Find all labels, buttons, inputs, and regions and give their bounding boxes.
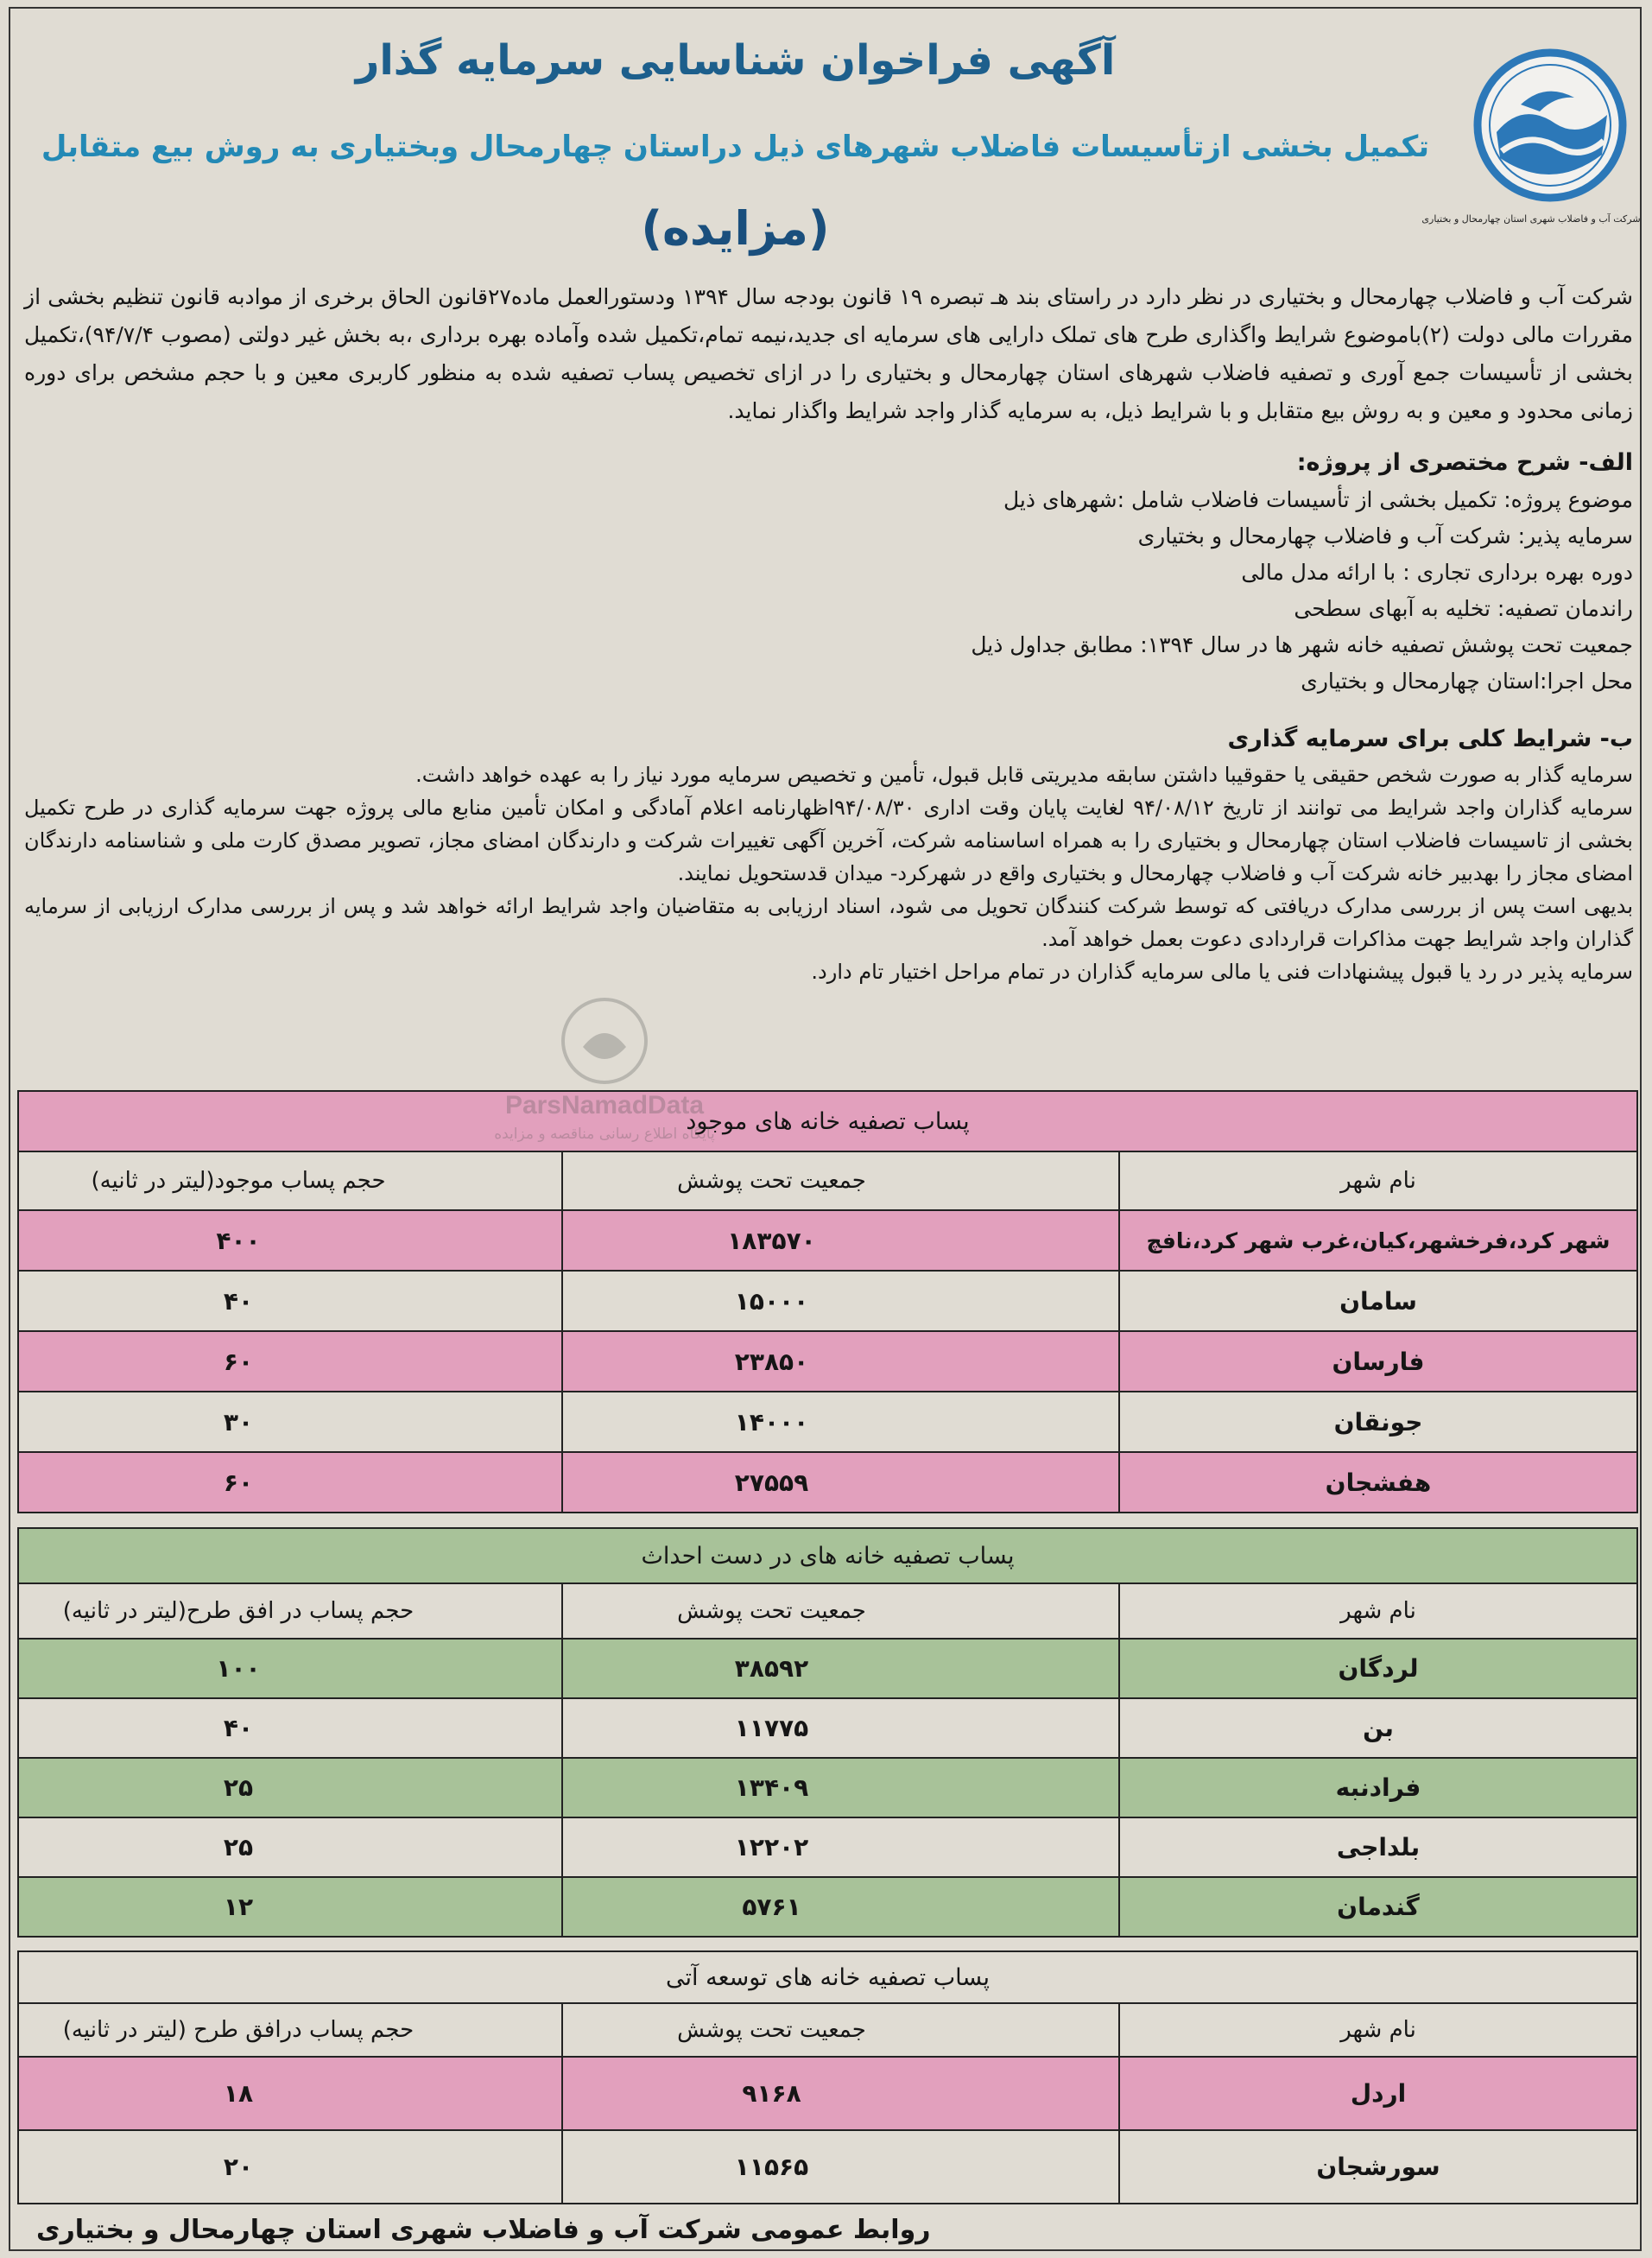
table-row	[18, 2130, 1637, 2204]
existing-plants-table	[17, 1090, 1638, 1513]
column-header-city: نام شهر	[1119, 1151, 1637, 1210]
condition-paragraph: بدیهی است پس از بررسی مدارک دریافتی که توسط شرکت کنندگان تحویل می شود، اسناد ارزیابی به متقاضیان واجد شرایط ارائه خواهد شد و پس از بررسی مدارک ارزیابی از سرمایه گذاران واجد شرایط جهت مذاکرات قراردادی دعوت بعمل خواهد آمد.	[24, 894, 1633, 951]
effluent-volume: ۱۰۰	[18, 1639, 562, 1698]
condition-paragraph: سرمایه گذاران واجد شرایط می توانند از تاریخ ۹۴/۰۸/۱۲ لغایت پایان وقت اداری ۹۴/۰۸/۳۰اظهارنامه اعلام آمادگی و امکان تأمین منابع مالی پروژه جهت سرمایه گذاری در طرح تکمیل بخشی از تاسیسات فاضلاب استان چهارمحال و بختیاری را به همراه اساسنامه شرکت، آخرین آگهی تغییرات شرکت و دارندگان امضای مجاز، تصویر مصدق کارت ملی و شناسنامه دارندگان امضای مجاز را بهدبیر خانه شرکت آب و فاضلاب چهارمحال و بختیاری واقع در شهرکرد- میدان قدستحویل نمایند.	[24, 796, 1634, 885]
covered-population: ۱۵۰۰۰	[562, 1271, 1119, 1331]
table-row	[18, 1877, 1637, 1937]
table-row	[18, 1271, 1637, 1331]
effluent-volume: ۳۰	[18, 1392, 562, 1452]
table-title-row	[18, 1091, 1637, 1151]
city-name: فرادنبه	[1119, 1758, 1637, 1817]
table-row	[18, 1331, 1637, 1392]
city-name: سورشجان	[1119, 2130, 1637, 2204]
project-summary-section	[24, 444, 1633, 700]
section-a-heading: الف- شرح مختصری از پروژه:	[1296, 449, 1633, 476]
column-header-effluent-volume: حجم پساب درافق طرح (لیتر در ثانیه)	[18, 2003, 562, 2057]
column-header-population: جمعیت تحت پوشش	[562, 1151, 1119, 1210]
city-name: فارسان	[1119, 1331, 1637, 1392]
page-subtitle: تکمیل بخشی ازتأسیسات فاضلاب شهرهای ذیل دراستان چهارمحال وبختیاری به روش بیع متقابل	[41, 130, 1430, 164]
column-header-effluent-volume: حجم پساب در افق طرح(لیتر در ثانیه)	[18, 1583, 562, 1639]
table-row	[18, 1392, 1637, 1452]
city-name: بلداجی	[1119, 1817, 1637, 1877]
project-operation-period: دوره بهره برداری تجاری : با ارائه مدل مالی	[1241, 560, 1633, 585]
table-row	[18, 1817, 1637, 1877]
watermark-brand: ParsNamadData	[504, 1091, 705, 1119]
effluent-volume: ۴۰	[18, 1271, 562, 1331]
project-treatment-efficiency: راندمان تصفیه: تخلیه به آبهای سطحی	[1294, 596, 1633, 621]
project-location: محل اجرا:استان چهارمحال و بختیاری	[1301, 669, 1633, 694]
intro-paragraph: شرکت آب و فاضلاب چهارمحال و بختیاری در نظر دارد در راستای بند هـ تبصره ۱۹ قانون بودجه سال ۱۳۹۴ ودستورالعمل ماده۲۷قانون الحاق برخری از موادبه قانون تنظیم بخشی از مقررات مالی دولت (۲)باموضوع شرایط واگذاری طرح های تملک دارایی های سرمایه ای جدید،نیمه تمام،تکمیل شده وآماده بهره برداری ،به بخش غیر دولتی (مصوب ۹۴/۷/۴)،تکمیل بخشی از تأسیسات جمع آوری و تصفیه فاضلاب شهرهای استان چهارمحال و بختیاری را در ازای تخصیص پساب تصفیه شده به منظور کاربری معین و با حجم مشخص برای دوره زمانی محدود و معین و به روش بیع متقابل و با شرایط ذیل، به سرمایه گذار واجد شرایط واگذار نماید.	[24, 284, 1633, 423]
table-title: پساب تصفیه خانه های موجود	[18, 1091, 1637, 1151]
advertisement-body	[24, 278, 1633, 988]
table-title: پساب تصفیه خانه های توسعه آتی	[18, 1951, 1637, 2003]
table-header-row	[18, 1151, 1637, 1210]
column-header-population: جمعیت تحت پوشش	[562, 1583, 1119, 1639]
covered-population: ۹۱۶۸	[562, 2057, 1119, 2130]
city-name: گندمان	[1119, 1877, 1637, 1937]
effluent-volume: ۴۰۰	[18, 1210, 562, 1271]
table-header-row	[18, 2003, 1637, 2057]
condition-paragraph: سرمایه گذار به صورت شخص حقیقی یا حقوقیبا داشتن سابقه مدیریتی قابل قبول، تأمین و تخصیص سرمایه مورد نیاز را به عهده خواهد داشت.	[415, 763, 1633, 787]
effluent-volume: ۶۰	[18, 1331, 562, 1392]
table-row	[18, 1210, 1637, 1271]
column-header-city: نام شهر	[1119, 2003, 1637, 2057]
company-logo	[1472, 48, 1628, 203]
column-header-population: جمعیت تحت پوشش	[562, 2003, 1119, 2057]
general-conditions-section	[24, 720, 1633, 988]
covered-population: ۱۴۰۰۰	[562, 1392, 1119, 1452]
city-name: بن	[1119, 1698, 1637, 1758]
water-waves-logo-icon	[1472, 48, 1628, 203]
advertisement-header	[17, 17, 1453, 268]
covered-population: ۱۱۷۷۵	[562, 1698, 1119, 1758]
table-row	[18, 1698, 1637, 1758]
table-title-row	[18, 1951, 1637, 2003]
city-name: اردل	[1119, 2057, 1637, 2130]
tender-type-label: (مزایده)	[641, 201, 830, 256]
covered-population: ۱۱۵۶۵	[562, 2130, 1119, 2204]
covered-population: ۱۳۴۰۹	[562, 1758, 1119, 1817]
effluent-volume: ۱۲	[18, 1877, 562, 1937]
section-b-heading: ب- شرایط کلی برای سرمایه گذاری	[1227, 726, 1633, 752]
table-row	[18, 1452, 1637, 1513]
city-name: جونقان	[1119, 1392, 1637, 1452]
effluent-volume: ۶۰	[18, 1452, 562, 1513]
watermark-tagline: پایگاه اطلاع رسانی مناقصه و مزایده	[494, 1126, 715, 1143]
column-header-effluent-volume: حجم پساب موجود(لیتر در ثانیه)	[18, 1151, 562, 1210]
effluent-volume: ۲۰	[18, 2130, 562, 2204]
effluent-volume: ۲۵	[18, 1817, 562, 1877]
table-row	[18, 1758, 1637, 1817]
table-header-row	[18, 1583, 1637, 1639]
city-name: لردگان	[1119, 1639, 1637, 1698]
page-title: آگهی فراخوان شناسایی سرمایه گذار	[355, 36, 1116, 85]
table-row	[18, 2057, 1637, 2130]
condition-paragraph: سرمایه پذیر در رد یا قبول پیشنهادات فنی یا مالی سرمایه گذاران در تمام مراحل اختیار تام دارد.	[811, 960, 1633, 984]
covered-population: ۱۲۲۰۲	[562, 1817, 1119, 1877]
column-header-city: نام شهر	[1119, 1583, 1637, 1639]
covered-population: ۱۸۳۵۷۰	[562, 1210, 1119, 1271]
covered-population: ۳۸۵۹۲	[562, 1639, 1119, 1698]
project-covered-population: جمعیت تحت پوشش تصفیه خانه شهر ها در سال ۱۳۹۴: مطابق جداول ذیل	[971, 632, 1633, 657]
future-plants-table	[17, 1950, 1638, 2204]
effluent-volume: ۲۵	[18, 1758, 562, 1817]
table-title-row	[18, 1528, 1637, 1583]
table-row	[18, 1639, 1637, 1698]
covered-population: ۲۷۵۵۹	[562, 1452, 1119, 1513]
under-construction-plants-table	[17, 1527, 1638, 1938]
city-name: شهر کرد،فرخشهر،کیان،غرب شهر کرد،نافچ	[1119, 1210, 1637, 1271]
public-relations-signature: روابط عمومی شرکت آب و فاضلاب شهری استان چهارمحال و بختیاری	[36, 2215, 931, 2245]
effluent-volume: ۱۸	[18, 2057, 562, 2130]
city-name: سامان	[1119, 1271, 1637, 1331]
effluent-volume: ۴۰	[18, 1698, 562, 1758]
project-subject: موضوع پروژه: تکمیل بخشی از تأسیسات فاضلاب شامل :شهرهای ذیل	[1003, 487, 1633, 512]
city-name: هفشجان	[1119, 1452, 1637, 1513]
logo-caption: شرکت آب و فاضلاب شهری استان چهارمحال و بختیاری	[1421, 213, 1641, 225]
project-investee: سرمایه پذیر: شرکت آب و فاضلاب چهارمحال و بختیاری	[1137, 523, 1633, 549]
covered-population: ۲۳۸۵۰	[562, 1331, 1119, 1392]
covered-population: ۵۷۶۱	[562, 1877, 1119, 1937]
table-title: پساب تصفیه خانه های در دست احداث	[18, 1528, 1637, 1583]
